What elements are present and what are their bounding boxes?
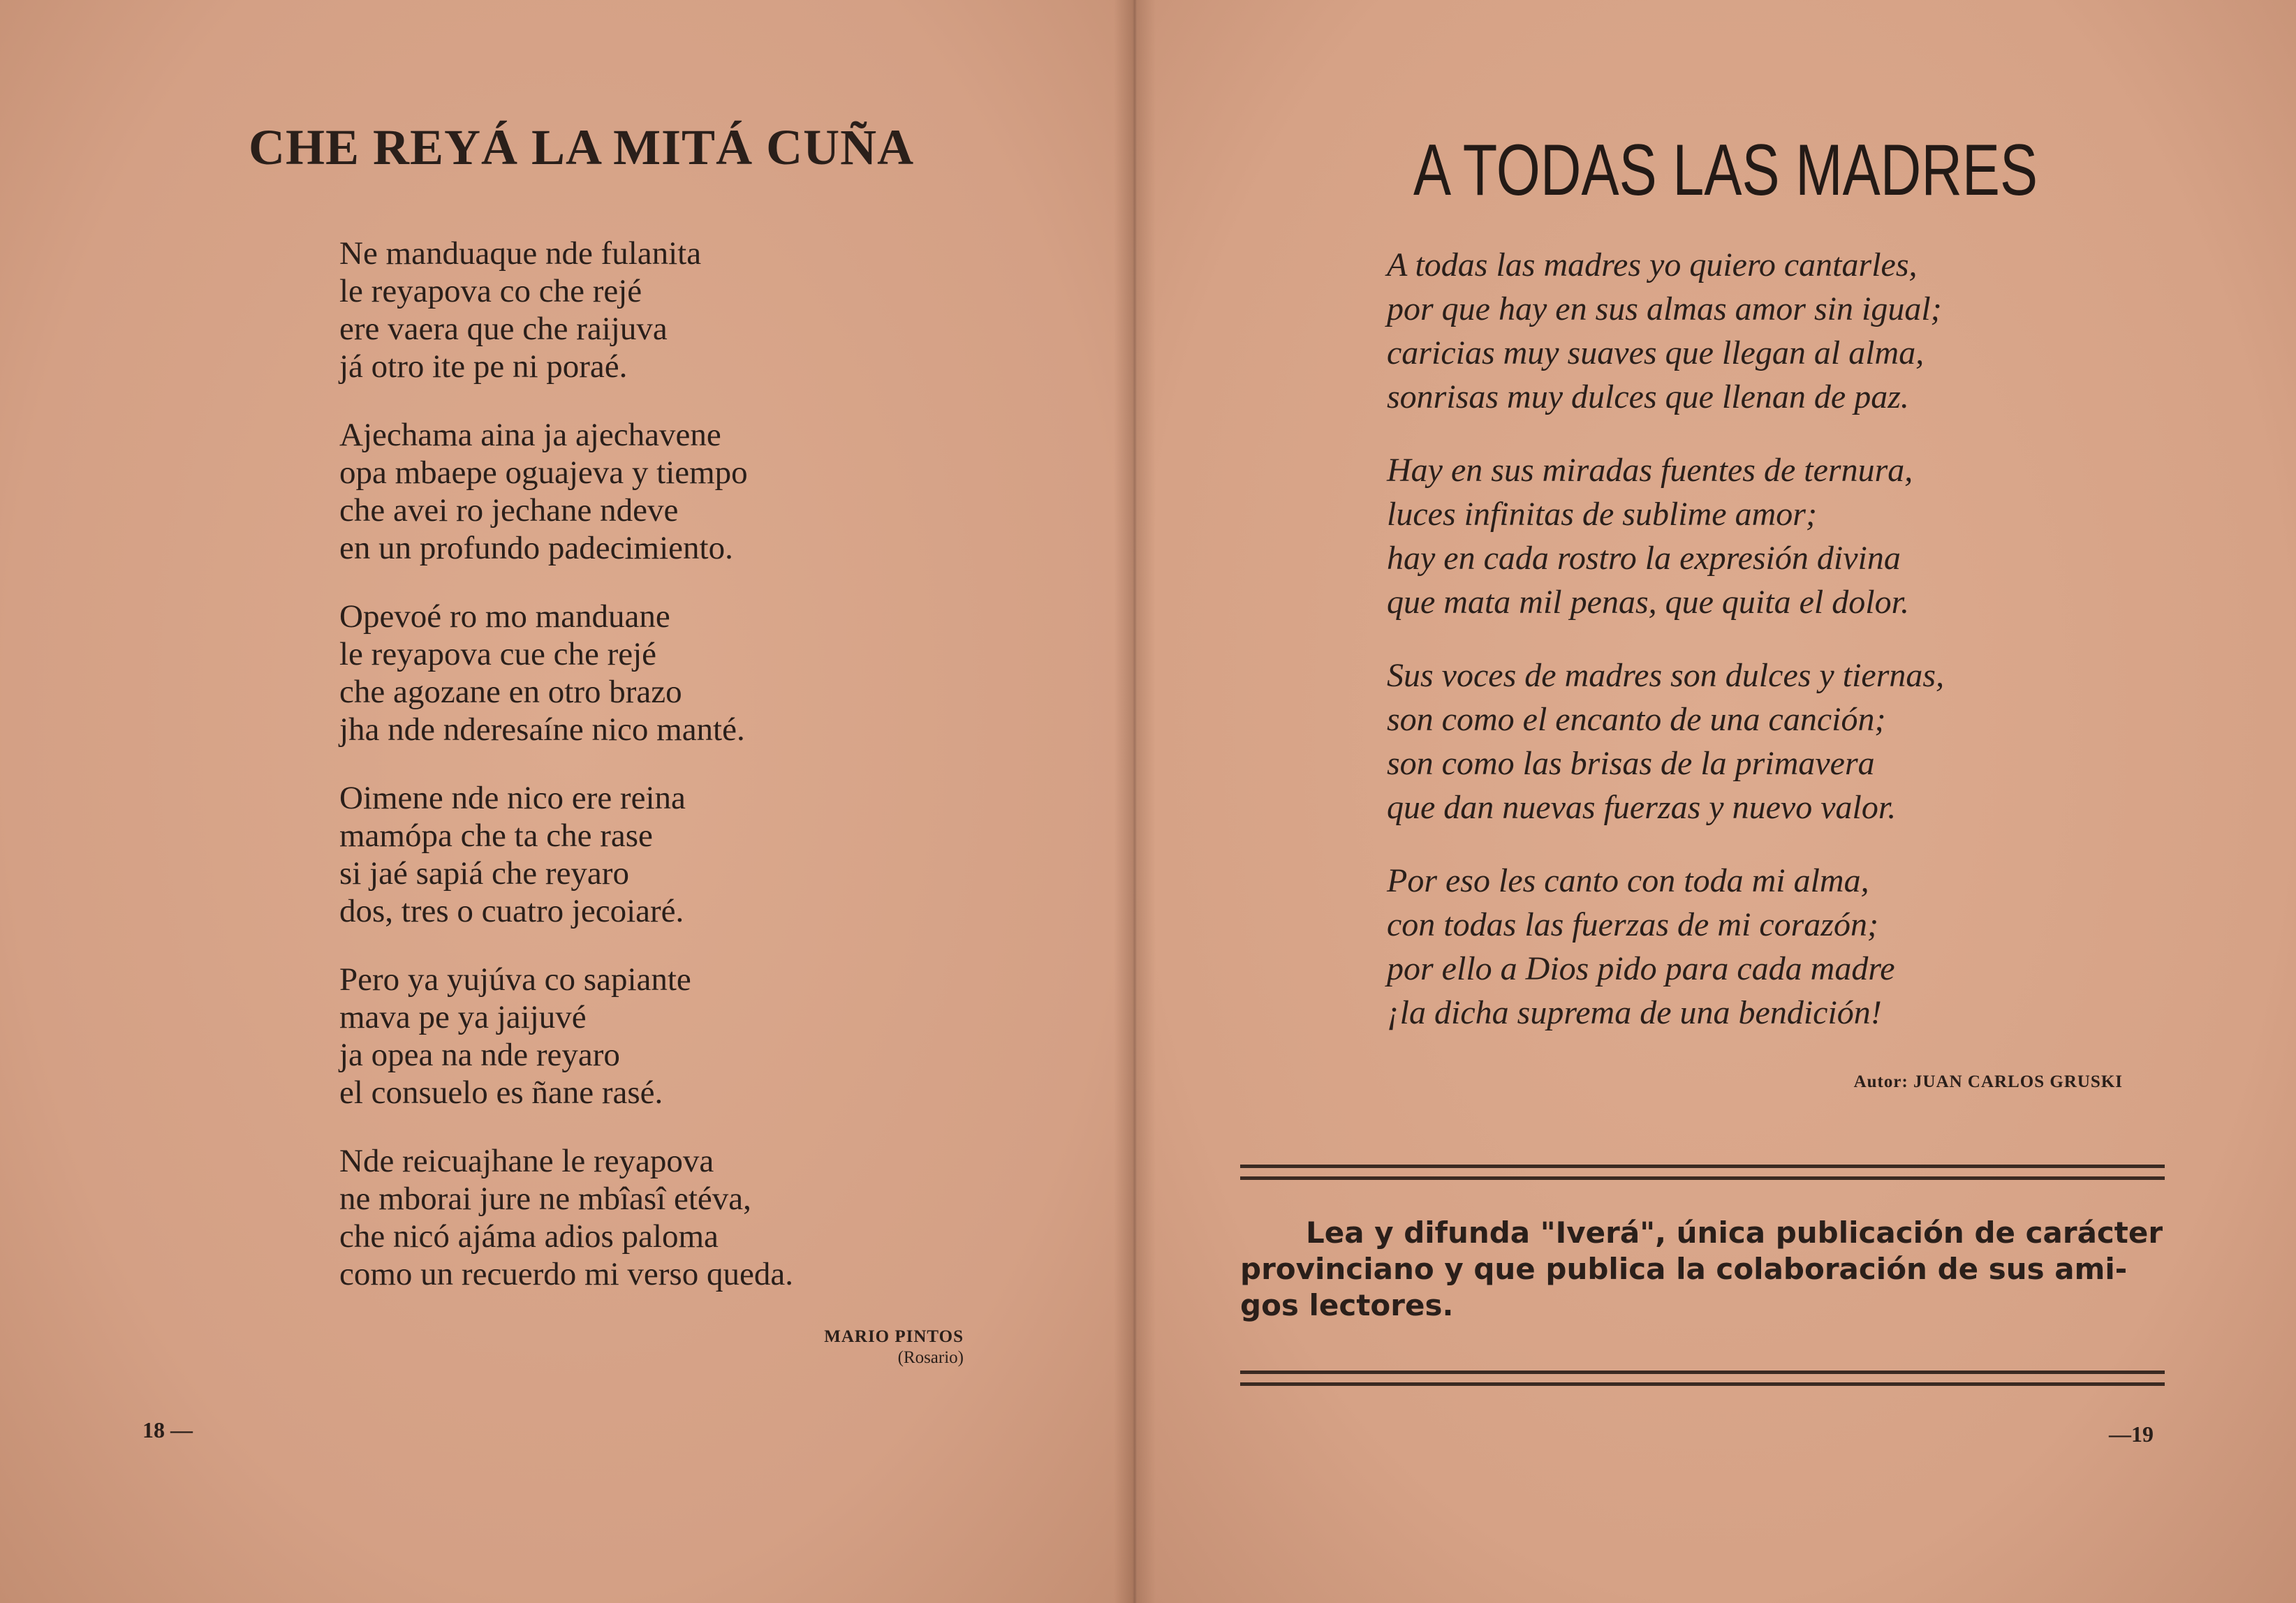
verse-line: caricias muy suaves que llegan al alma, — [1387, 334, 1925, 371]
right-poem-title: A TODAS LAS MADRES — [1413, 130, 2038, 211]
verse-line: A todas las madres yo quiero cantarles, — [1387, 246, 1918, 283]
page-number-right: —19 — [2109, 1421, 2154, 1447]
verse-line: son como el encanto de una canción; — [1387, 701, 1886, 738]
verse-line: que dan nuevas fuerzas y nuevo valor. — [1387, 789, 1897, 826]
verse-line: dos, tres o cuatro jecoiaré. — [339, 893, 684, 929]
stanza — [339, 598, 793, 748]
right-poem-author: Autor: JUAN CARLOS GRUSKI — [1853, 1072, 2123, 1091]
left-poem-author — [768, 1327, 964, 1368]
promo-line: gos lectores. — [1240, 1288, 1454, 1322]
verse-line: en un profundo padecimiento. — [339, 530, 733, 566]
promo-line: Lea y difunda "Iverá", única publicación de carácter — [1306, 1216, 2163, 1250]
stanza — [339, 961, 793, 1111]
verse-line: por ello a Dios pido para cada madre — [1387, 950, 1895, 987]
verse-line: já otro ite pe ni poraé. — [339, 348, 628, 385]
verse-line: si jaé sapiá che reyaro — [339, 855, 629, 892]
stanza — [339, 779, 793, 930]
verse-line: sonrisas muy dulces que llenan de paz. — [1387, 378, 1909, 415]
verse-line: Sus voces de madres son dulces y tiernas, — [1387, 657, 1945, 694]
stanza — [1387, 859, 1944, 1035]
author-name: MARIO PINTOS — [824, 1327, 964, 1346]
stanza — [1387, 653, 1944, 829]
verse-line: che agozane en otro brazo — [339, 674, 682, 710]
left-page — [0, 0, 1135, 1603]
verse-line: luces infinitas de sublime amor; — [1387, 496, 1817, 533]
verse-line: mava pe ya jaijuvé — [339, 999, 587, 1035]
verse-line: por que hay en sus almas amor sin igual; — [1387, 290, 1942, 327]
right-poem — [1387, 243, 1944, 1064]
verse-line: Pero ya yujúva co sapiante — [339, 961, 691, 998]
verse-line: ere vaera que che raijuva — [339, 311, 668, 347]
verse-line: Ajechama aina ja ajechavene — [339, 417, 721, 453]
verse-line: Oimene nde nico ere reina — [339, 780, 686, 816]
verse-line: Hay en sus miradas fuentes de ternura, — [1387, 452, 1913, 489]
verse-line: Ne manduaque nde fulanita — [339, 235, 702, 272]
double-rule-top — [1240, 1165, 2165, 1180]
stanza — [339, 235, 793, 385]
verse-line: che nicó ajáma adios paloma — [339, 1218, 719, 1255]
verse-line: le reyapova co che rejé — [339, 273, 642, 309]
verse-line: hay en cada rostro la expresión divina — [1387, 540, 1901, 577]
left-poem — [339, 235, 793, 1324]
verse-line: Opevoé ro mo manduane — [339, 598, 670, 635]
author-place: (Rosario) — [897, 1348, 964, 1367]
stanza — [339, 1142, 793, 1293]
verse-line: ne mborai jure ne mbîasî etéva, — [339, 1181, 751, 1217]
verse-line: con todas las fuerzas de mi corazón; — [1387, 906, 1878, 943]
verse-line: che avei ro jechane ndeve — [339, 492, 679, 529]
verse-line: mamópa che ta che rase — [339, 818, 653, 854]
verse-line: que mata mil penas, que quita el dolor. — [1387, 584, 1909, 621]
verse-line: ¡la dicha suprema de una bendición! — [1387, 994, 1882, 1031]
verse-line: ja opea na nde reyaro — [339, 1037, 620, 1073]
verse-line: como un recuerdo mi verso queda. — [339, 1256, 793, 1292]
page-number-left: 18 — — [142, 1417, 193, 1442]
stanza — [1387, 243, 1944, 419]
double-rule-bottom — [1240, 1371, 2165, 1386]
verse-line: Nde reicuajhane le reyapova — [339, 1143, 714, 1179]
stanza — [1387, 448, 1944, 624]
stanza — [339, 416, 793, 567]
promo-line: provinciano y que publica la colaboración de sus ami- — [1240, 1252, 2128, 1286]
book-spine — [1114, 0, 1156, 1603]
left-poem-title: CHE REYÁ LA MITÁ CUÑA — [249, 119, 915, 175]
verse-line: jha nde nderesaíne nico manté. — [339, 711, 745, 748]
verse-line: opa mbaepe oguajeva y tiempo — [339, 455, 748, 491]
verse-line: son como las brisas de la primavera — [1387, 745, 1875, 782]
verse-line: Por eso les canto con toda mi alma, — [1387, 862, 1869, 899]
promo-notice — [1240, 1215, 2169, 1324]
verse-line: el consuelo es ñane rasé. — [339, 1074, 663, 1111]
verse-line: le reyapova cue che rejé — [339, 636, 657, 672]
